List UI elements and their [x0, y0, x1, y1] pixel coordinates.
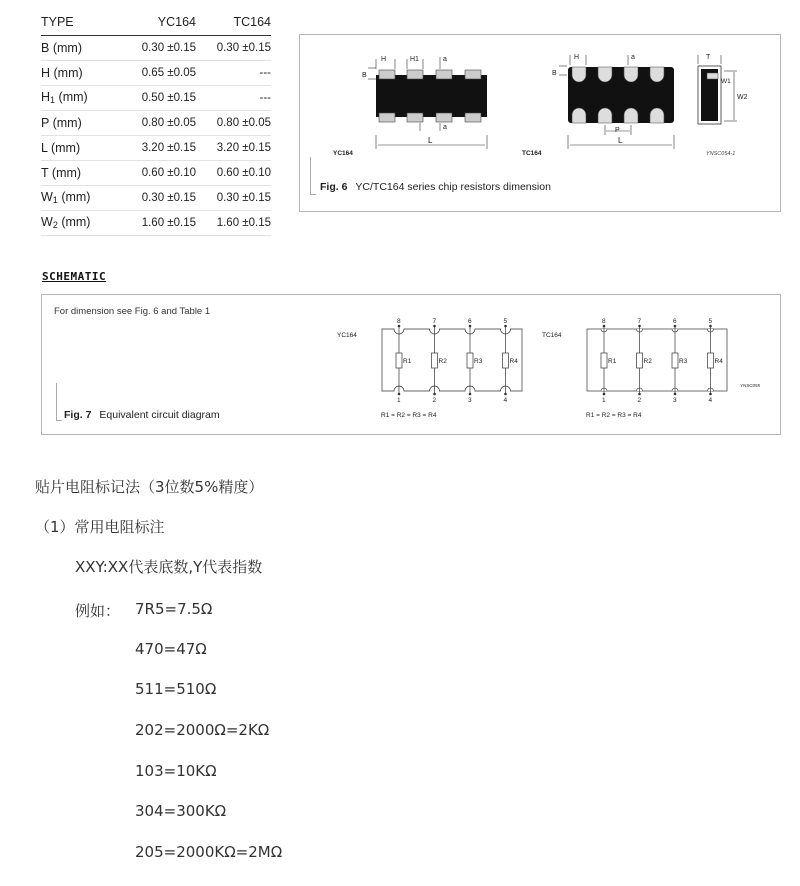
yc164-value-cell: 0.80 ±0.05	[121, 110, 196, 135]
tc164-value-cell: ---	[196, 85, 271, 110]
yc164-equation: R1 = R2 = R3 = R4	[381, 412, 437, 419]
parameter-cell	[41, 35, 121, 60]
dim-label-p: P	[615, 127, 620, 134]
tc164-pin-dot	[603, 325, 606, 328]
table-body	[41, 35, 271, 235]
fig7-code: YNSC055	[740, 383, 761, 388]
marking-heading: 贴片电阻标记法（3位数5%精度）	[35, 478, 264, 496]
tc164-resistor-label: R3	[679, 358, 688, 365]
parameter-cell	[41, 60, 121, 85]
parameter-unit: (mm)	[61, 190, 91, 204]
fig7-caption	[64, 409, 220, 421]
dim-label-h: H	[381, 56, 387, 63]
dim-label-l-tc: L	[618, 136, 623, 145]
tc164-pin-dot	[674, 325, 677, 328]
dim-label-a-tc: a	[631, 54, 635, 61]
column-header: TC164	[196, 15, 271, 35]
tc164-pin-number: 7	[637, 318, 642, 325]
tc164-equation: R1 = R2 = R3 = R4	[586, 412, 642, 419]
parameter-symbol: H	[41, 90, 51, 104]
yc164-pin-number: 4	[503, 397, 508, 404]
tc164-pin-dot	[603, 393, 606, 396]
dim-label-l: L	[428, 136, 433, 145]
yc164-pin-dot	[469, 325, 472, 328]
parameter-unit: (mm)	[52, 115, 82, 130]
tc164-pin-dot	[709, 393, 712, 396]
parameter-unit: (mm)	[51, 165, 82, 180]
table-header-row	[41, 15, 271, 35]
yc164-pin-dot	[504, 393, 507, 396]
yc164-resistor-label: R1	[403, 358, 412, 365]
parameter-symbol: P	[41, 115, 50, 130]
parameter-symbol: W	[41, 190, 53, 204]
yc164-pin-number: 6	[468, 318, 472, 325]
yc164-pin-number: 3	[468, 397, 472, 404]
table-row	[41, 60, 271, 85]
tc164-resistor	[601, 353, 607, 368]
yc164-pin-dot	[504, 325, 507, 328]
tc164-pin-number: 3	[673, 397, 677, 404]
yc164-resistor	[432, 353, 438, 368]
fig6-code: YNSC054-1	[706, 151, 736, 157]
tc164-value-cell: 1.60 ±0.15	[196, 210, 271, 235]
yc164-pin-dot	[433, 393, 436, 396]
example-item: 103=10KΩ	[135, 762, 217, 780]
parameter-symbol: B	[41, 40, 50, 55]
dim-label-h1: H1	[410, 56, 419, 63]
parameter-unit: (mm)	[52, 40, 82, 55]
parameter-unit: (mm)	[58, 90, 88, 104]
parameter-cell	[41, 160, 121, 185]
tc164-pin-number: 4	[708, 397, 713, 404]
parameter-unit: (mm)	[53, 65, 83, 80]
marking-rule: XXY:XX代表底数,Y代表指数	[75, 558, 263, 576]
dim-label-a-bottom: a	[443, 124, 447, 131]
yc164-value-cell: 0.60 ±0.10	[121, 160, 196, 185]
table-row	[41, 185, 271, 210]
figure-7-circuit-diagram	[41, 294, 781, 435]
table-row	[41, 35, 271, 60]
yc164-pin-number: 2	[432, 397, 437, 404]
parameter-symbol: H	[41, 65, 51, 80]
dim-label-t: T	[706, 54, 711, 61]
example-prefix: 例如：	[75, 602, 121, 620]
yc164-pin-number: 5	[503, 318, 508, 325]
tc164-value-cell: 0.60 ±0.10	[196, 160, 271, 185]
tc164-pin-number: 6	[673, 318, 677, 325]
parameter-cell	[41, 110, 121, 135]
yc164-resistor-label: R2	[438, 358, 447, 365]
fig6-number: Fig. 6	[320, 181, 348, 193]
dim-label-h-tc: H	[574, 54, 580, 61]
parameter-unit: (mm)	[50, 140, 81, 155]
table-row	[41, 210, 271, 235]
yc164-pin-dot	[398, 393, 401, 396]
tc164-pin-number: 8	[602, 318, 606, 325]
parameter-cell	[41, 185, 121, 210]
tc164-resistor-label: R4	[714, 358, 723, 365]
tc164-value-cell: 0.30 ±0.15	[196, 185, 271, 210]
tc164-resistor	[708, 353, 714, 368]
dim-label-b: B	[362, 72, 367, 79]
yc164-resistor	[467, 353, 473, 368]
example-item: 205=2000KΩ=2MΩ	[135, 843, 283, 861]
example-item: 511=510Ω	[135, 680, 217, 698]
tc164-pin-dot	[709, 325, 712, 328]
yc164-pin-dot	[398, 325, 401, 328]
parameter-symbol: W	[41, 215, 53, 229]
yc164-value-cell: 0.50 ±0.15	[121, 85, 196, 110]
figure-6-dimension-drawing	[299, 34, 781, 212]
yc164-pin-dot	[469, 393, 472, 396]
column-header: TYPE	[41, 15, 121, 35]
dim-label-w2: W2	[737, 94, 748, 101]
tc164-pin-number: 2	[637, 397, 642, 404]
fig7-caption-text: Equivalent circuit diagram	[99, 409, 220, 421]
tc164-value-cell: 3.20 ±0.15	[196, 135, 271, 160]
yc164-value-cell: 3.20 ±0.15	[121, 135, 196, 160]
dimension-table	[41, 15, 271, 236]
tc164-label: TC164	[522, 150, 542, 157]
tc164-chip-drawing	[559, 55, 674, 149]
tc164-pin-dot	[674, 393, 677, 396]
dim-label-a: a	[443, 56, 447, 63]
tc164-value-cell: 0.30 ±0.15	[196, 35, 271, 60]
example-item: 470=47Ω	[135, 640, 207, 658]
example-item: 304=300KΩ	[135, 802, 227, 820]
tc164-pin-number: 5	[708, 318, 713, 325]
example-item: 7R5=7.5Ω	[135, 600, 213, 618]
yc164-resistor	[396, 353, 402, 368]
fig7-number: Fig. 7	[64, 409, 92, 421]
parameter-subscript: 1	[50, 95, 56, 105]
yc164-resistor	[503, 353, 509, 368]
table-row	[41, 85, 271, 110]
tc164-value-cell: 0.80 ±0.05	[196, 110, 271, 135]
table-row	[41, 135, 271, 160]
parameter-cell	[41, 135, 121, 160]
fig6-caption	[320, 181, 551, 193]
tc164-circuit-label: TC164	[542, 332, 562, 339]
yc164-value-cell: 0.65 ±0.05	[121, 60, 196, 85]
parameter-subscript: 2	[52, 220, 58, 230]
parameter-cell	[41, 85, 121, 110]
yc164-value-cell: 1.60 ±0.15	[121, 210, 196, 235]
tc164-pin-dot	[638, 393, 641, 396]
table-row	[41, 110, 271, 135]
yc164-pin-number: 8	[397, 318, 401, 325]
yc164-pin-number: 1	[397, 397, 401, 404]
yc164-pin-number: 7	[432, 318, 437, 325]
tc164-resistor-label: R2	[643, 358, 652, 365]
caption-bracket	[310, 157, 316, 195]
parameter-symbol: L	[41, 140, 48, 155]
marking-subheading: （1）常用电阻标注	[35, 518, 165, 536]
side-view-drawing	[698, 55, 737, 124]
parameter-symbol: T	[41, 165, 49, 180]
yc164-value-cell: 0.30 ±0.15	[121, 35, 196, 60]
parameter-subscript: 1	[52, 195, 58, 205]
schematic-note: For dimension see Fig. 6 and Table 1	[54, 306, 211, 317]
yc164-label: YC164	[333, 150, 353, 157]
tc164-value-cell: ---	[196, 60, 271, 85]
parameter-cell	[41, 210, 121, 235]
yc164-resistor-label: R3	[474, 358, 483, 365]
column-header: YC164	[121, 15, 196, 35]
yc164-value-cell: 0.30 ±0.15	[121, 185, 196, 210]
dim-label-b-tc: B	[552, 70, 557, 77]
yc164-circuit-label: YC164	[337, 332, 357, 339]
parameter-unit: (mm)	[61, 215, 91, 229]
example-item: 202=2000Ω=2KΩ	[135, 721, 270, 739]
tc164-pin-dot	[638, 325, 641, 328]
table-row	[41, 160, 271, 185]
schematic-heading: SCHEMATIC	[42, 270, 107, 283]
dim-label-w1: W1	[721, 78, 731, 85]
fig6-caption-text: YC/TC164 series chip resistors dimension	[355, 181, 551, 193]
tc164-pin-number: 1	[602, 397, 606, 404]
tc164-resistor	[672, 353, 678, 368]
yc164-pin-dot	[433, 325, 436, 328]
tc164-resistor	[637, 353, 643, 368]
yc164-resistor-label: R4	[509, 358, 518, 365]
tc164-resistor-label: R1	[608, 358, 617, 365]
caption-bracket	[56, 383, 62, 421]
